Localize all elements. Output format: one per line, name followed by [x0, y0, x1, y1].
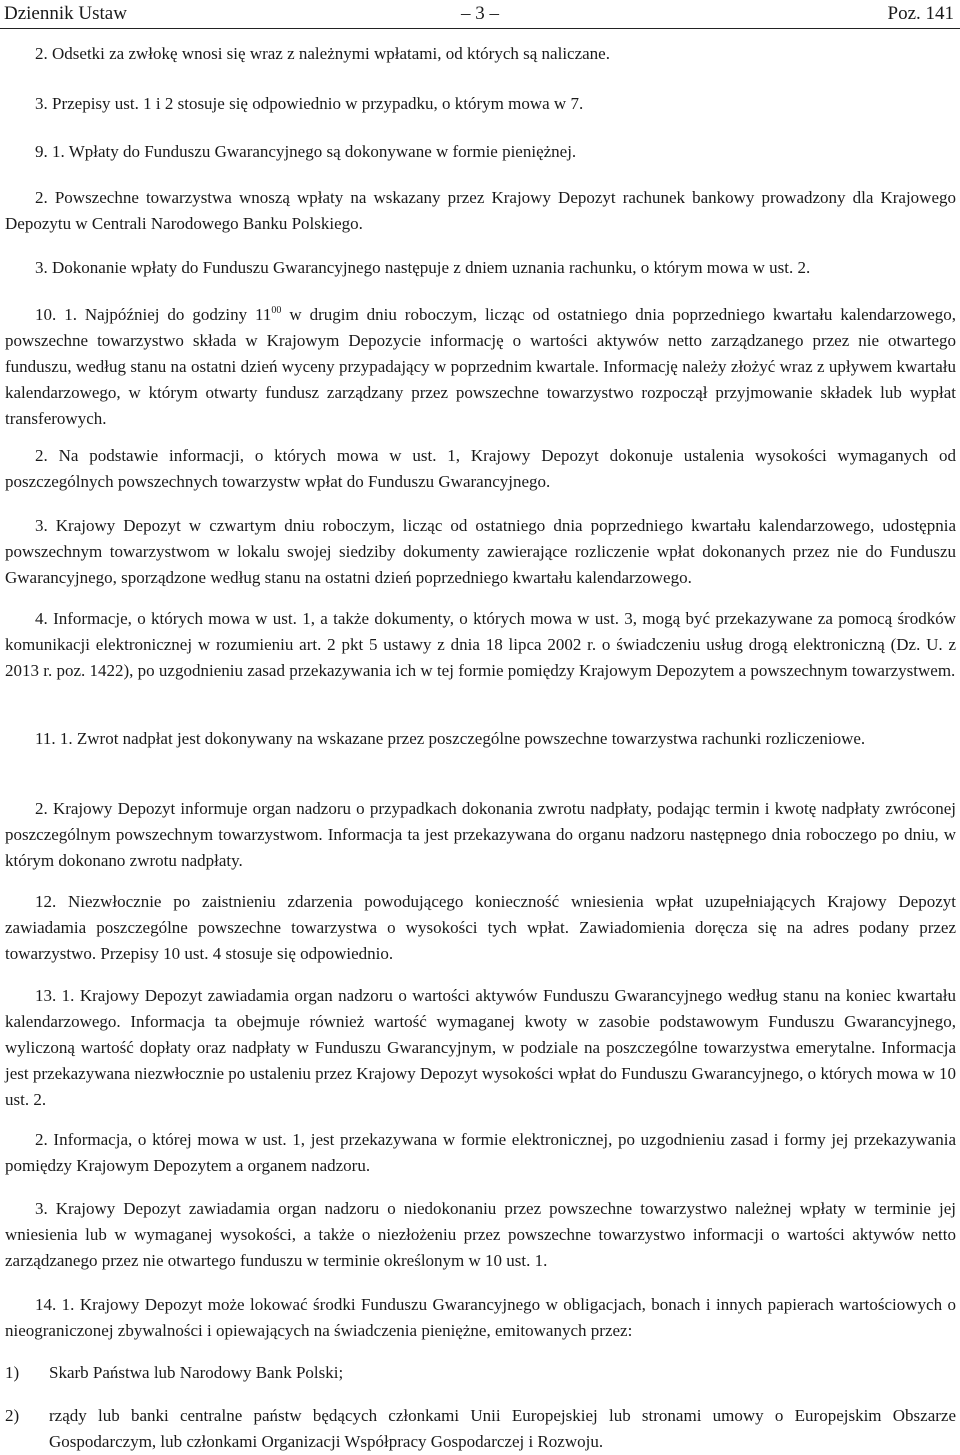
paragraph: 2. Powszechne towarzystwa wnoszą wpłaty na wskazany przez Krajowy Depozyt rachunek bankowy prowadzony dla Krajowego Depozytu w Centrali Narodowego Banku Polskiego. [5, 188, 956, 233]
position-number: Poz. 141 [887, 3, 954, 24]
paragraph: 2. Na podstawie informacji, o których mowa w ust. 1, Krajowy Depozyt dokonuje ustalenia wysokości wymaganych od poszczególnych powszechnych towarzystw wpłat do Funduszu Gwarancyjnego. [5, 446, 956, 491]
list-text: Skarb Państwa lub Narodowy Bank Polski; [49, 1363, 344, 1382]
superscript: 00 [271, 305, 282, 316]
list-number: 2) [5, 1406, 20, 1425]
paragraph: 13. 1. Krajowy Depozyt zawiadamia organ nadzoru o wartości aktywów Funduszu Gwarancyjnego według stanu na koniec kwartału kalendarzowego. Informacja ta obejmuje również wartość wymaganej kwoty w zasobie podstawowym Funduszu Gwarancyjnego, wyliczoną wartość dopłaty oraz nadpłaty w Funduszu Gwarancyjnym, w podziale na poszczególne towarzystwa emerytalne. Informacja jest przekazywana niezwłocznie po ustaleniu przez Krajowy Depozyt wysokości wpłat do Funduszu Gwarancyjnego, o których mowa w 10 ust. 2. [5, 986, 956, 1109]
paragraph: 3. Krajowy Depozyt zawiadamia organ nadzoru o niedokonaniu przez powszechne towarzystwo należnej wpłaty w terminie jej wniesienia lub w wymaganej wysokości, a także o niezłożeniu przez powszechne towarzystwo informacji o wartości aktywów netto zarządzanego przez nie otwartego funduszu w terminie określonym w 10 ust. 1. [5, 1199, 956, 1270]
page-number: – 3 – [461, 3, 499, 24]
paragraph: 3. Krajowy Depozyt w czwartym dniu roboczym, licząc od ostatniego dnia poprzedniego kwartału kalendarzowego, udostępnia powszechnym towarzystwom w lokalu swojej siedziby dokumenty zawierające rozliczenie wpłat dokonanych przez nie do Funduszu Gwarancyjnego, sporządzone według stanu na ostatni dzień poprzedniego kwartału kalendarzowego. [5, 516, 956, 587]
list-text: rządy lub banki centralne państw będących członkami Unii Europejskiej lub stronami umowy o Europejskim Obszarze Gospodarczym, lub członkami Organizacji Współpracy Gospodarczej i Rozwoju. [49, 1406, 956, 1451]
paragraph: 2. Odsetki za zwłokę wnosi się wraz z należnymi wpłatami, od których są naliczane. [35, 44, 610, 63]
paragraph: 12. Niezwłocznie po zaistnieniu zdarzenia powodującego konieczność wniesienia wpłat uzupełniających Krajowy Depozyt zawiadamia poszczególne powszechne towarzystwa o wysokości tych wpłat. Zawiadomienia doręcza się na adres podany przez towarzystwo. Przepisy 10 ust. 4 stosuje się odpowiednio. [5, 892, 956, 963]
paragraph: 2. Informacja, o której mowa w ust. 1, jest przekazywana w formie elektronicznej, po uzgodnieniu zasad i formy jej przekazywania pomiędzy Krajowym Depozytem a organem nadzoru. [5, 1130, 956, 1175]
header-rule [0, 28, 960, 29]
paragraph: 3. Przepisy ust. 1 i 2 stosuje się odpowiednio w przypadku, o którym mowa w 7. [35, 94, 584, 113]
list-item [5, 1360, 956, 1386]
paragraph-text: w drugim dniu roboczym, licząc od ostatniego dnia poprzedniego kwartału kalendarzowego, powszechne towarzystwo składa w Krajowym Depozycie informację o wartości aktywów netto zarządzanego przez nie otwartego funduszu, według stanu na ostatni dzień wyceny przypadający w poprzednim kwartale. Informację należy złożyć wraz z upływem kwartału kalendarzowego, w którym otwarty fundusz zarządzany przez powszechne towarzystwo rozpoczął przyjmowanie składek lub wypłat transferowych. [5, 305, 956, 428]
paragraph: 3. Dokonanie wpłaty do Funduszu Gwarancyjnego następuje z dniem uznania rachunku, o którym mowa w ust. 2. [35, 258, 811, 277]
paragraph: 9. 1. Wpłaty do Funduszu Gwarancyjnego są dokonywane w formie pieniężnej. [35, 142, 577, 161]
paragraph: 2. Krajowy Depozyt informuje organ nadzoru o przypadkach dokonania zwrotu nadpłaty, podając termin i kwotę nadpłaty zwróconej poszczególnym powszechnym towarzystwom. Informacja ta jest przekazywana do organu nadzoru następnego dnia roboczego po dniu, w którym dokonano zwrotu nadpłaty. [5, 799, 956, 870]
journal-title: Dziennik Ustaw [4, 3, 127, 24]
paragraph: 4. Informacje, o których mowa w ust. 1, a także dokumenty, o których mowa w ust. 3, mogą być przekazywane za pomocą środków komunikacji elektronicznej w rozumieniu art. 2 pkt 5 ustawy z dnia 18 lipca 2002 r. o świadczeniu usług drogą elektroniczną (Dz. U. z 2013 r. poz. 1422), po uzgodnieniu zasad przekazywania ich w tej formie pomiędzy Krajowym Depozytem a powszechnym towarzystwem. [5, 609, 956, 680]
page-header [0, 0, 960, 28]
paragraph: 11. 1. Zwrot nadpłat jest dokonywany na wskazane przez poszczególne powszechne towarzystwa rachunki rozliczeniowe. [35, 729, 866, 748]
list-item [5, 1403, 956, 1455]
list-number: 1) [5, 1363, 20, 1382]
paragraph: 14. 1. Krajowy Depozyt może lokować środki Funduszu Gwarancyjnego w obligacjach, bonach i innych papierach wartościowych o nieograniczonej zbywalności i opiewających na świadczenia pieniężne, emitowanych przez: [5, 1295, 956, 1340]
paragraph-10-1 [5, 302, 956, 432]
paragraph-text: 10. 1. Najpóźniej do godziny 11 [35, 305, 272, 324]
